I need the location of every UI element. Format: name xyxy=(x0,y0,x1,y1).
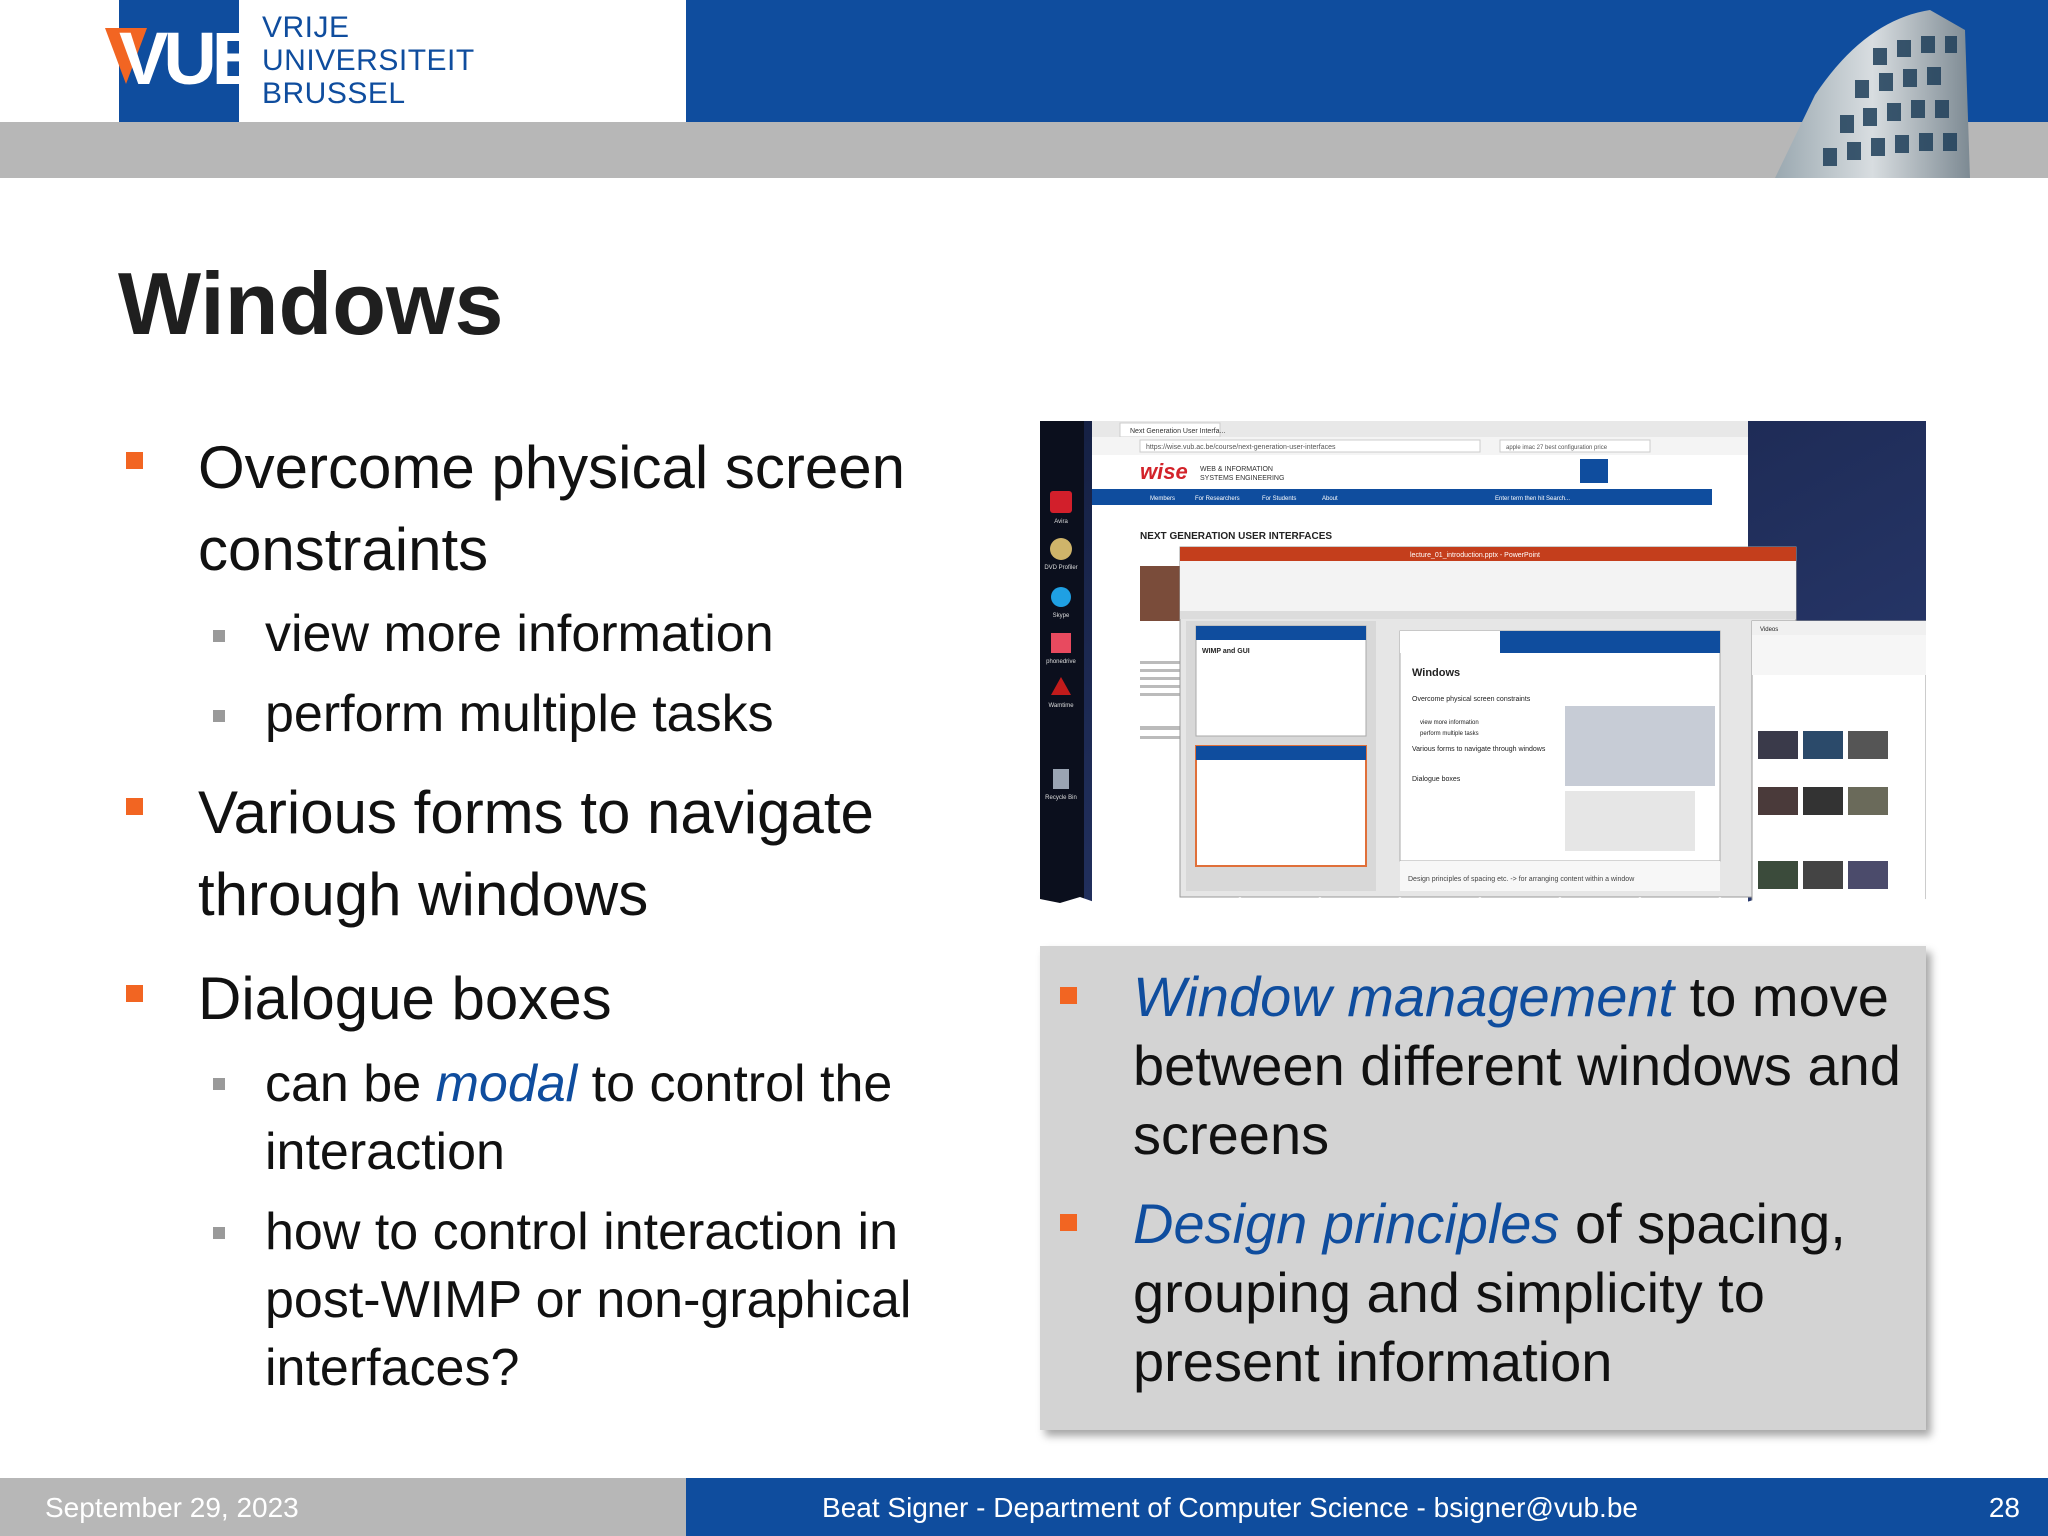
explorer-title: Videos xyxy=(1760,627,1779,633)
inner-slide-sub: view more information xyxy=(1420,720,1479,726)
window-management-text: to move between different windows and screens xyxy=(1133,965,1901,1166)
university-name-line3: BRUSSEL xyxy=(262,77,406,110)
file-explorer-window xyxy=(1752,621,1926,906)
modal-text-pre: can be xyxy=(265,1055,436,1113)
site-nav-members: Members xyxy=(1150,496,1176,502)
site-name-line2: SYSTEMS ENGINEERING xyxy=(1200,475,1285,482)
browser-search-text: apple imac 27 best configuration price xyxy=(1506,445,1608,451)
sub-bullet-marker xyxy=(213,630,225,642)
sub-bullet-post-wimp: how to control interaction in post-WIMP or non-graphical interfaces? xyxy=(265,1203,912,1397)
desktop-icon-label: Wamtime xyxy=(1048,703,1074,709)
phonedrive-icon xyxy=(1051,633,1071,653)
modal-emphasis: modal xyxy=(435,1055,578,1113)
browser-tab-title: Next Generation User Interfa... xyxy=(1130,428,1226,435)
inner-slide-sub: perform multiple tasks xyxy=(1420,731,1479,737)
browser-url: https://wise.vub.ac.be/course/next-generation-user-interfaces xyxy=(1146,444,1336,451)
sub-bullet-modal xyxy=(265,1050,1025,1186)
desktop-icon-label: phonedrive xyxy=(1046,659,1076,665)
sub-bullet-multiple-tasks: perform multiple tasks xyxy=(265,685,774,743)
page-number: 28 xyxy=(1988,1492,2020,1523)
note-design-principles xyxy=(1133,1189,1913,1396)
ppt-notes: Design principles of spacing etc. -> for arranging content within a window xyxy=(1408,876,1635,883)
desktop-icon-label: Recycle Bin xyxy=(1045,795,1077,801)
desktop-screenshot xyxy=(1040,421,1926,911)
bullet-overcome-constraints: Overcome physical screen constraints xyxy=(198,434,905,583)
bullet-marker xyxy=(1060,1214,1077,1231)
avira-icon xyxy=(1050,491,1072,513)
site-nav-researchers: For Researchers xyxy=(1195,496,1240,502)
university-name xyxy=(262,11,475,110)
powerpoint-window xyxy=(1180,547,1796,897)
bullet-marker xyxy=(126,798,143,815)
bullet-marker xyxy=(126,985,143,1002)
university-name-line2: UNIVERSITEIT xyxy=(262,44,475,77)
site-nav-students: For Students xyxy=(1262,496,1297,502)
bullet-marker xyxy=(1060,987,1077,1004)
bullet-navigate-windows: Various forms to navigate through windows xyxy=(198,779,874,928)
header-gray-band xyxy=(0,122,2048,178)
inner-slide-bullet: Dialogue boxes xyxy=(1412,776,1461,783)
design-principles-emphasis: Design principles xyxy=(1133,1192,1560,1255)
slide-header xyxy=(0,0,2048,178)
vub-logo: VUB xyxy=(119,17,261,100)
site-page-heading: NEXT GENERATION USER INTERFACES xyxy=(1140,531,1333,542)
site-name-line1: WEB & INFORMATION xyxy=(1200,466,1273,473)
sub-bullet-view-more: view more information xyxy=(265,605,774,663)
site-nav-about: About xyxy=(1322,496,1338,502)
footer-author: Beat Signer - Department of Computer Science - bsigner@vub.be xyxy=(822,1492,1638,1523)
note-window-management xyxy=(1133,962,1913,1169)
sub-bullet-marker xyxy=(213,1227,225,1239)
wise-logo: wise xyxy=(1140,459,1188,484)
inner-slide-bullet: Overcome physical screen constraints xyxy=(1412,696,1531,703)
university-name-line1: VRIJE xyxy=(262,11,350,44)
recycle-bin-icon xyxy=(1053,769,1069,789)
desktop-icon-label: DVD Profiler xyxy=(1044,565,1078,571)
sub-bullet-marker xyxy=(213,710,225,722)
inner-slide-title: Windows xyxy=(1412,667,1461,679)
inner-slide-bullet: Various forms to navigate through windows xyxy=(1412,746,1546,753)
video-thumbnails xyxy=(1758,731,1888,889)
note-box xyxy=(1040,946,1926,1430)
building-photo xyxy=(1745,0,2005,178)
slide-footer xyxy=(0,1478,2048,1536)
dvd-profiler-icon xyxy=(1050,538,1072,560)
bullet-marker xyxy=(126,452,143,469)
skype-icon xyxy=(1051,587,1071,607)
ppt-title: lecture_01_introduction.pptx - PowerPoint xyxy=(1410,552,1540,559)
desktop-icon-label: Avira xyxy=(1054,519,1068,525)
footer-date: September 29, 2023 xyxy=(45,1492,299,1523)
design-principles-text: of spacing, grouping and simplicity to present information xyxy=(1133,1192,1846,1393)
site-nav-search: Enter term then hit Search... xyxy=(1495,496,1571,502)
slide-title: Windows xyxy=(118,254,504,353)
desktop-icon-label: Skype xyxy=(1052,613,1070,619)
window-management-emphasis: Window management xyxy=(1133,965,1675,1028)
modal-text-post: to control the interaction xyxy=(265,1055,893,1181)
thumb-title: WIMP and GUI xyxy=(1202,648,1250,655)
sub-bullet-marker xyxy=(213,1078,225,1090)
bullet-dialogue-boxes: Dialogue boxes xyxy=(198,965,612,1032)
